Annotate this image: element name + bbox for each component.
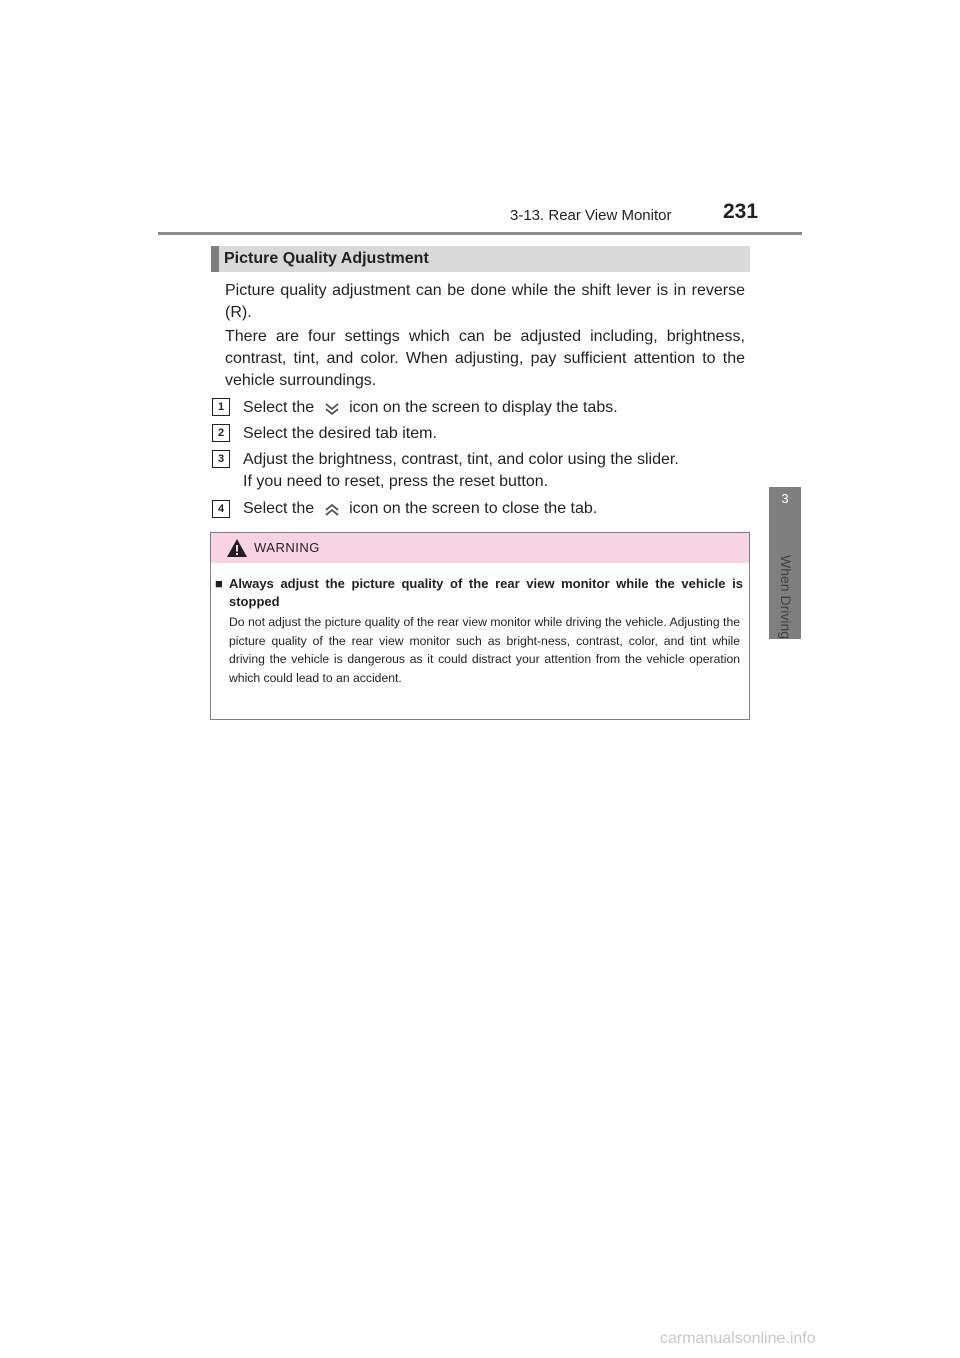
- step-4-after: icon on the screen to close the tab.: [349, 500, 598, 517]
- double-chevron-up-icon: [321, 502, 343, 516]
- step-3-text: Adjust the brightness, contrast, tint, and color using the slider.: [243, 451, 679, 468]
- step-1-text: [243, 397, 618, 419]
- warning-subheading: Always adjust the picture quality of the rear view monitor while the vehicle is stopped: [229, 576, 743, 609]
- step-number-badge: 4: [212, 500, 230, 518]
- section-heading-accent: [211, 246, 219, 272]
- intro-paragraph: Picture quality adjustment can be done while the shift lever is in reverse (R).: [225, 282, 745, 321]
- warning-bullet: ■: [215, 576, 223, 591]
- warning-title: WARNING: [254, 540, 320, 555]
- step-2-text: Select the desired tab item.: [243, 425, 437, 442]
- step-3-subtext: If you need to reset, press the reset button.: [243, 473, 549, 490]
- chapter-title-vertical: [770, 555, 802, 655]
- step-4-text: [243, 498, 597, 520]
- header-section-title: 3-13. Rear View Monitor: [510, 207, 672, 224]
- step-number-badge: 2: [212, 424, 230, 442]
- warning-triangle-icon: [226, 538, 248, 558]
- step-1-before: Select the: [243, 399, 315, 416]
- warning-body: Do not adjust the picture quality of the rear view monitor while driving the vehicle. Adjusting the picture quality of the rear view monitor such as bright-ness, contrast, color, and tint while driving the vehicle is dangerous as it could distract your attention from the vehicle operation which could lead to an accident.: [229, 615, 740, 685]
- chapter-number: 3: [781, 491, 789, 506]
- settings-paragraph: There are four settings which can be adjusted including, brightness, contrast, tint, and color. When adjusting, pay sufficient attention to the vehicle surroundings.: [225, 328, 745, 389]
- step-number-badge: 3: [212, 450, 230, 468]
- step-number-badge: 1: [212, 398, 230, 416]
- footer-watermark: carmanualsonline.info: [660, 1330, 816, 1347]
- page-number: 231: [723, 200, 759, 223]
- double-chevron-down-icon: [321, 401, 343, 415]
- chapter-title: When Driving: [778, 555, 794, 640]
- header-divider: [158, 232, 802, 235]
- step-4-before: Select the: [243, 500, 315, 517]
- step-1-after: icon on the screen to display the tabs.: [349, 399, 618, 416]
- section-heading: Picture Quality Adjustment: [224, 250, 429, 267]
